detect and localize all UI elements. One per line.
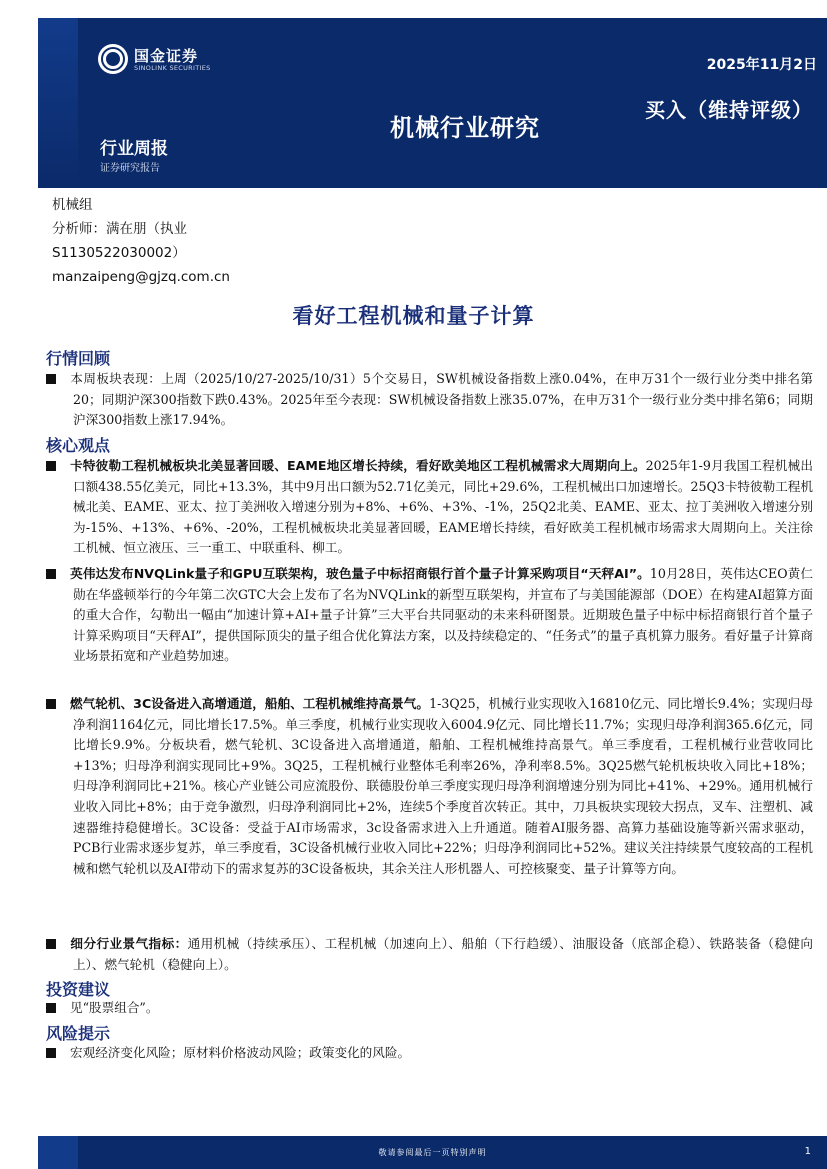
core-view-item-2 (46, 564, 813, 667)
report-header (38, 18, 827, 188)
bullet-icon (46, 1003, 56, 1013)
risk-paragraph (46, 1043, 813, 1064)
core-view-4-headline: 细分行业景气指标： (70, 936, 188, 951)
footer-disclaimer: 敬请参阅最后一页特别声明 (378, 1148, 487, 1157)
investment-paragraph (46, 998, 813, 1019)
bullet-icon (46, 1048, 56, 1058)
page-number: 1 (804, 1146, 811, 1157)
bullet-icon (46, 569, 56, 579)
core-view-2-headline: 英伟达发布NVQLink量子和GPU互联架构，玻色量子中标招商银行首个量子计算采购项目“天秤AI”。 (70, 566, 650, 581)
bullet-icon (46, 699, 56, 709)
report-type: 行业周报 (100, 139, 168, 159)
investment-text: 见“股票组合”。 (70, 1000, 159, 1015)
core-view-4-text: 通用机械（持续承压）、工程机械（加速向上）、船舶（下行趋缓）、油服设备（底部企稳）、铁路装备（稳健向上）、燃气轮机（稳健向上）。 (73, 936, 813, 972)
market-review-paragraph (46, 369, 813, 431)
core-view-1-headline: 卡特彼勒工程机械板块北美显著回暖、EAME地区增长持续，看好欧美地区工程机械需求大周期向上。 (70, 458, 646, 473)
core-view-1-text: 2025年1-9月我国工程机械出口额438.55亿美元，同比+13.3%，其中9月出口额为52.71亿美元，同比+29.6%，工程机械出口加速增长。25Q3卡特彼勒工程机械北美、EAME、亚太、拉丁美洲收入增速分别为+8%、+6%、+3%、-1%，25Q2北美、EAME、亚太、拉丁美洲收入增速分别为-15%、+13%、+6%、-20%，工程机械板块北美显著回暖，EAME增长持续，看好欧美工程机械市场需求大周期向上。关注徐工机械、恒立液压、三一重工、中联重科、柳工。 (73, 458, 813, 556)
risk-text: 宏观经济变化风险；原材料价格波动风险；政策变化的风险。 (70, 1045, 411, 1060)
report-date: 2025年11月2日 (706, 57, 817, 73)
core-view-item-4 (46, 934, 813, 975)
section-heading-core-views: 核心观点 (46, 436, 111, 455)
analyst-group: 机械组 (52, 197, 93, 213)
analyst-info (52, 193, 230, 289)
section-heading-risk: 风险提示 (46, 1024, 111, 1043)
rating-label: 买入（维持评级） (645, 98, 813, 122)
core-view-3-headline: 燃气轮机、3C设备进入高增通道，船舶、工程机械维持高景气。 (70, 696, 430, 711)
core-view-2-text: 10月28日，英伟达CEO黄仁勋在华盛顿举行的今年第二次GTC大会上发布了名为NVQLink的新型互联架构，并宣布了与美国能源部（DOE）在构建AI超算方面的重大合作，勾勒出一幅由“加速计算+AI+量子计算”三大平台共同驱动的未来科研图景。近期玻色量子中标中标招商银行首个量子计算采购项目“天秤AI”，提供国际顶尖的量子组合优化算法方案，以及持续稳定的、“任务式”的量子真机算力服务。看好量子计算商业场景拓宽和产业趋势加速。 (73, 566, 813, 664)
analyst-name: 分析师：满在朋（执业 (52, 221, 187, 237)
analyst-license: S1130522030002） (52, 245, 186, 261)
page-footer (38, 1136, 827, 1169)
bullet-icon (46, 939, 56, 949)
report-main-title: 看好工程机械和量子计算 (292, 304, 535, 328)
core-view-item-1 (46, 456, 813, 559)
company-logo-icon (98, 44, 128, 74)
market-review-text: 本周板块表现：上周（2025/10/27-2025/10/31）5个交易日，SW机械设备指数上涨0.04%，在申万31个一级行业分类中排名第20；同期沪深300指数下跌0.43%。2025年至今表现：SW机械设备指数上涨35.07%，在申万31个一级行业分类中排名第6；同期沪深300指数上涨17.94%。 (70, 371, 813, 428)
core-view-item-3 (46, 694, 813, 879)
report-subtype: 证券研究报告 (100, 163, 160, 174)
bullet-icon (46, 374, 56, 384)
header-stripe (38, 18, 78, 188)
section-heading-investment: 投资建议 (46, 980, 111, 999)
logo-text-cn: 国金证券 (134, 47, 199, 65)
section-heading-market-review: 行情回顾 (46, 349, 111, 368)
industry-title: 机械行业研究 (390, 114, 540, 142)
core-view-3-text: 1-3Q25，机械行业实现收入16810亿元、同比增长9.4%；实现归母净利润1164亿元，同比增长17.5%。单三季度，机械行业实现收入6004.9亿元、同比增长11.7%；实现归母净利润365.6亿元，同比增长9.9%。分板块看，燃气轮机、3C设备进入高增通道，船舶、工程机械维持高景气。单三季度看，工程机械行业营收同比+13%；归母净利润实现同比+9%。3Q25，工程机械行业整体毛利率26%，净利率8.5%。3Q25燃气轮机板块收入同比+18%；归母净利润同比+21%。核心产业链公司应流股份、联德股份单三季度实现归母净利润增速分别为同比+41%、+29%。通用机械行业收入同比+8%；由于竞争激烈，归母净利润同比+2%，连续5个季度首次转正。其中，刀具板块实现较大拐点，叉车、注塑机、减速器维持稳健增长。3C设备：受益于AI市场需求，3c设备需求进入上升通道。随着AI服务器、高算力基础设施等新兴需求驱动，PCB行业需求逐步复苏，单三季度看，3C设备机械行业收入同比+22%；归母净利润同比+52%。建议关注持续景气度较高的工程机械和燃气轮机以及AI带动下的需求复苏的3C设备板块，其余关注人形机器人、可控核聚变、量子计算等方向。 (73, 696, 813, 876)
logo-text-en: SINOLINK SECURITIES (134, 64, 211, 72)
analyst-email[interactable]: manzaipeng@gjzq.com.cn (52, 269, 230, 285)
bullet-icon (46, 461, 56, 471)
